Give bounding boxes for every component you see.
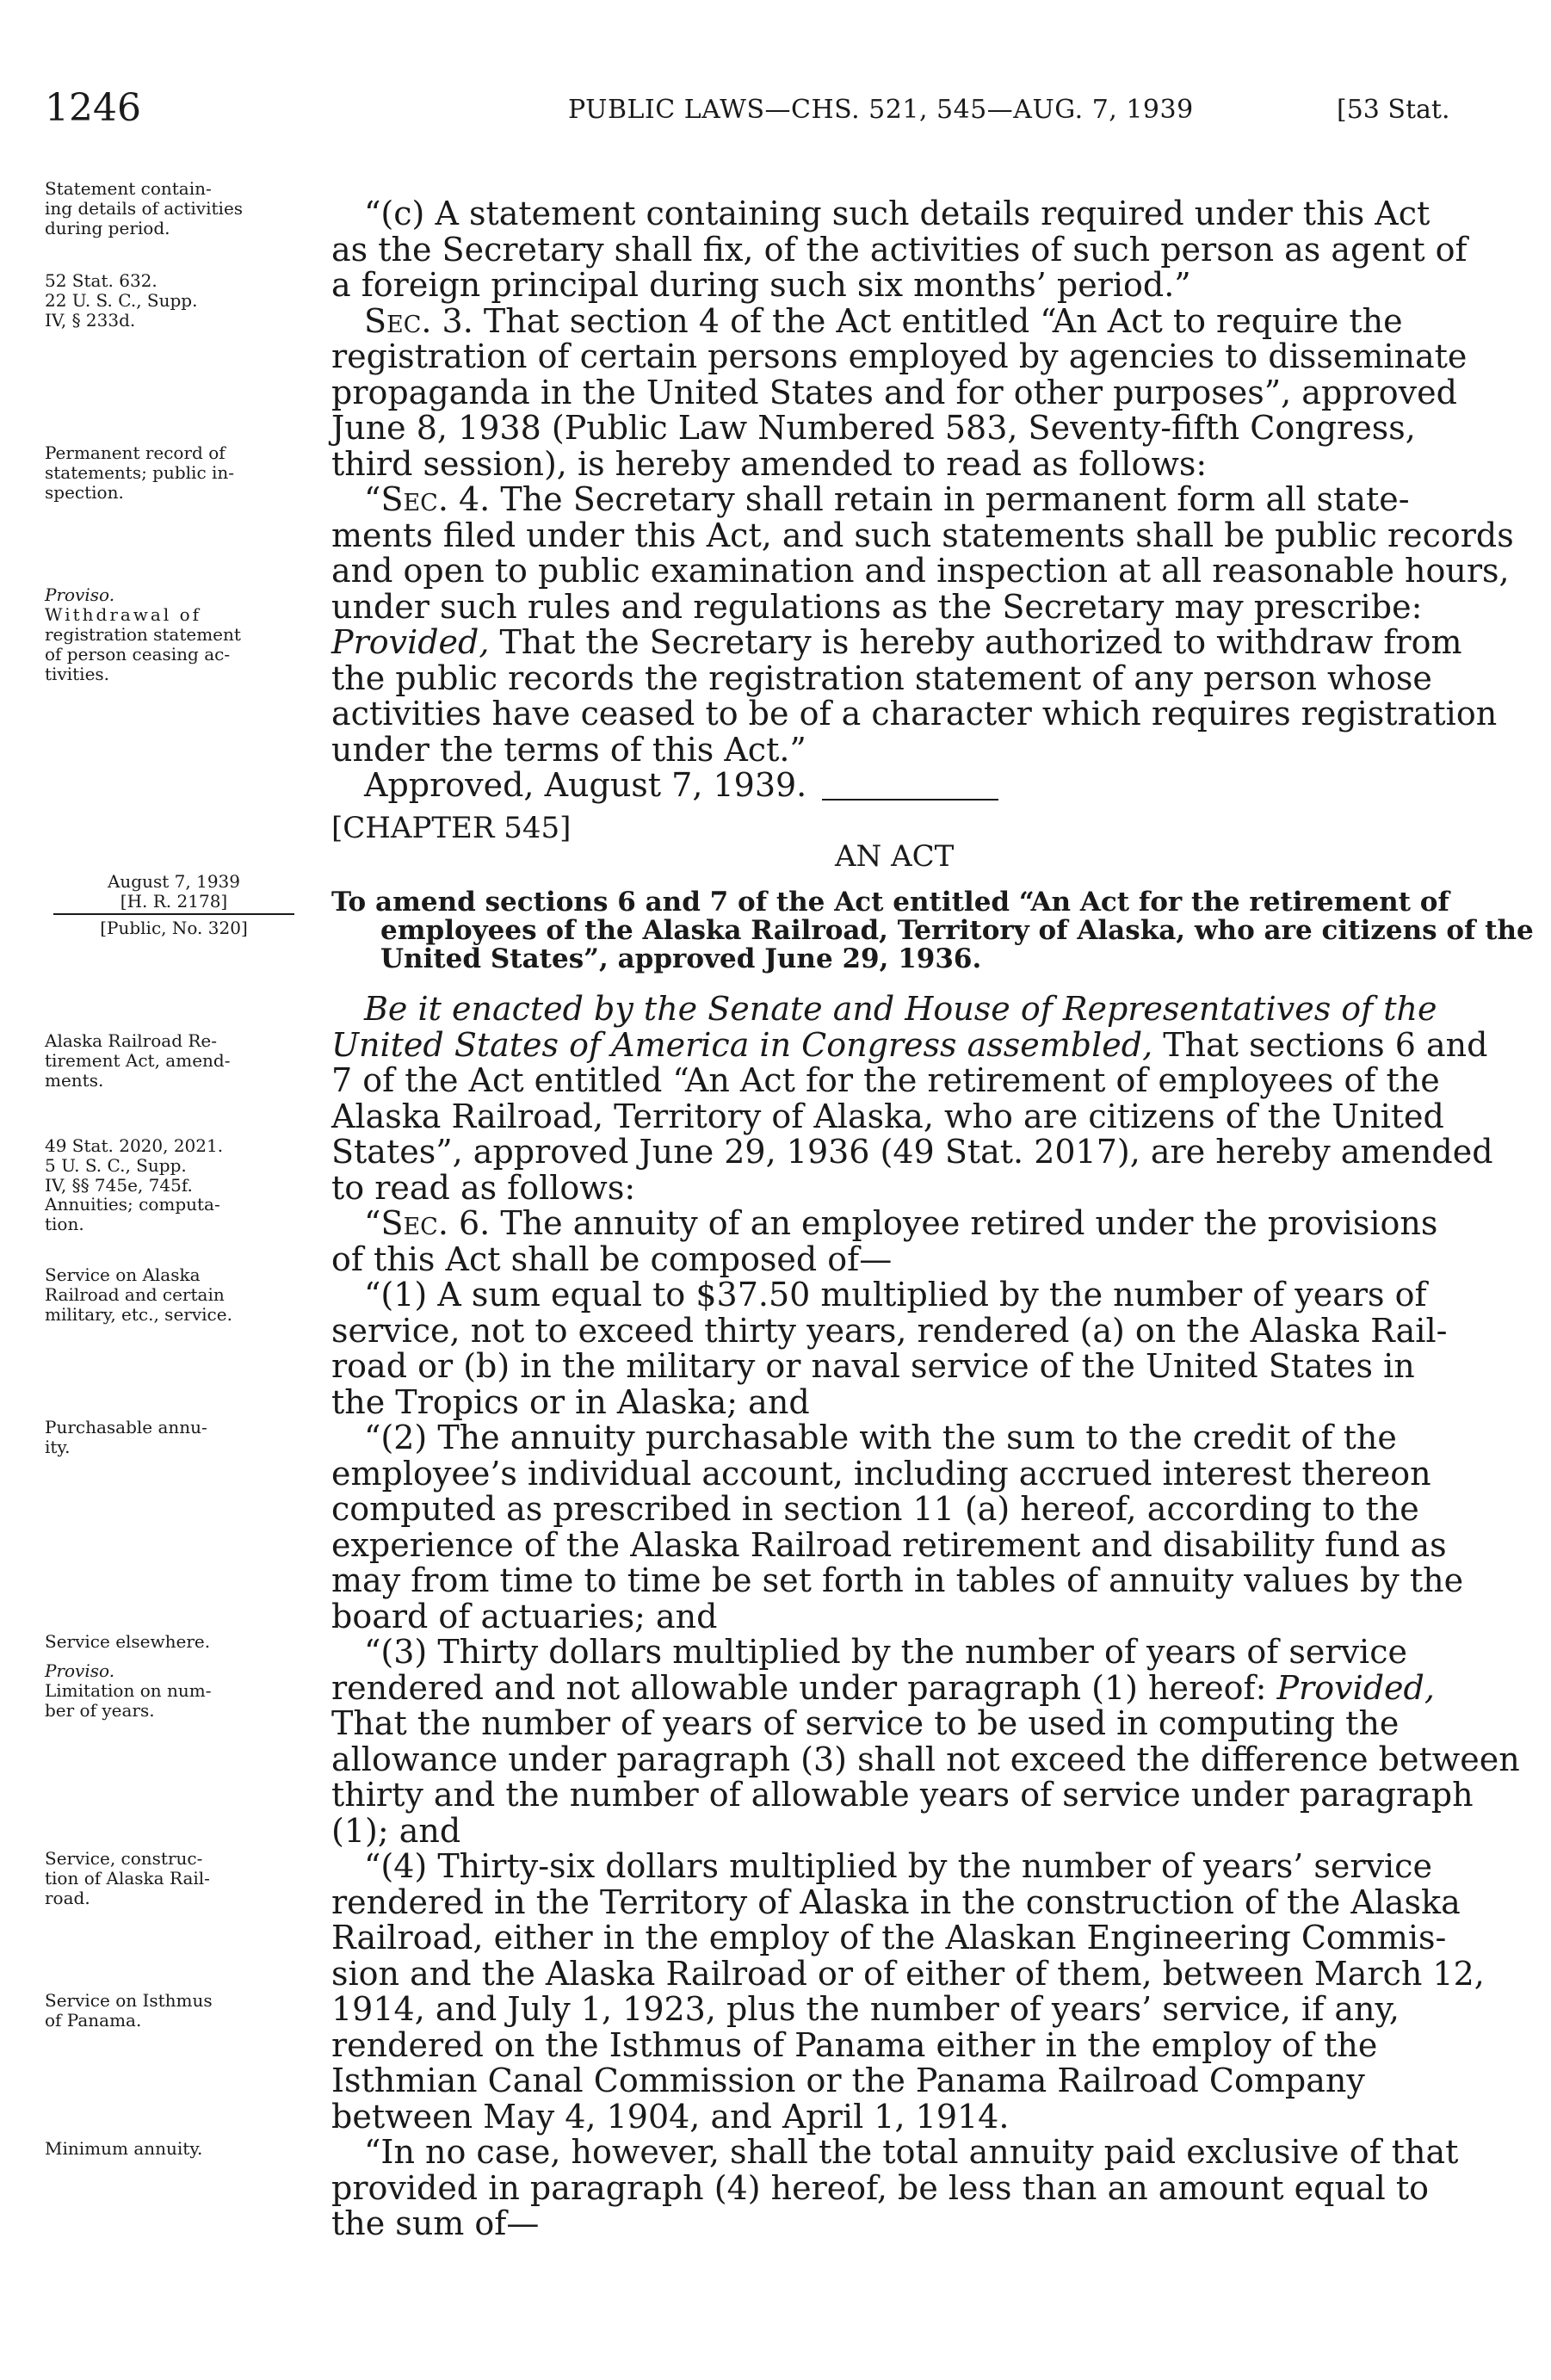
margin-note-limitation: Limitation on num- ber of years. xyxy=(45,1680,212,1721)
page-number: 1246 xyxy=(45,86,141,130)
running-header xyxy=(0,86,1551,138)
margin-note-service-alaska: Service on Alaska Railroad and certain military, etc., service. xyxy=(45,1264,232,1325)
margin-note-service-elsewhere: Service elsewhere. xyxy=(45,1631,211,1652)
margin-note-withdrawal: Withdrawal of registration statement of person ceasing ac- tivities. xyxy=(45,604,241,684)
chapter-heading: [CHAPTER 545] xyxy=(331,811,572,845)
act-long-title: To amend sections 6 and 7 of the Act entitled “An Act for the retirement of employees of the Alaska Railroad, Territory of Alaska, who are citizens of the United States”, approved June 29, 1936. xyxy=(331,887,1534,974)
margin-note-purchasable: Purchasable annu- ity. xyxy=(45,1417,207,1457)
margin-note-proviso-2: Proviso. xyxy=(45,1660,115,1681)
margin-note-enactment-date: August 7, 1939 [H. R. 2178] [Public, No. 320] xyxy=(45,872,303,938)
act-title: AN ACT xyxy=(835,839,955,874)
section-divider xyxy=(822,799,998,801)
paragraph-1: “(1) A sum equal to $37.50 multiplied by the number of years of xyxy=(364,1276,1427,1314)
approved-date: Approved, August 7, 1939. xyxy=(364,766,807,804)
margin-note-proviso: Proviso. xyxy=(45,584,115,605)
paragraph-3: “(3) Thirty dollars multiplied by the number of years of service xyxy=(364,1633,1407,1671)
minimum-annuity-paragraph: “In no case, however, shall the total annuity paid exclusive of that xyxy=(364,2133,1459,2171)
margin-note-annuities: Annuities; computa- tion. xyxy=(45,1194,220,1234)
margin-note-citation-49-stat: 49 Stat. 2020, 2021. 5 U. S. C., Supp. IV, §§ 745e, 745f. xyxy=(45,1135,224,1196)
section-6: “Sec. 6. The annuity of an employee retired under the provisions xyxy=(364,1204,1438,1242)
margin-note-alaska-amendments: Alaska Railroad Re- tirement Act, amend- ments. xyxy=(45,1030,231,1091)
section-3: Sec. 3. That section 4 of the Act entitled “An Act to require the xyxy=(364,301,1403,340)
enacting-clause: Be it enacted by the Senate and House of Representatives of the xyxy=(364,990,1437,1028)
margin-note-permanent-record: Permanent record of statements; public in- spection. xyxy=(45,442,235,503)
chapter-521-text: “(c) A statement containing such details required under this Act as the Secretary shall fix, of the activities of such person as agent of a foreign principal during such six months’ period.” Sec. 3. That section 4 of the Act entitled “An Act to require the registration of certain persons employed by agencies to disseminate propaganda in the United States and for other purposes”, approved June 8, 1938 (Public Law Numbered 583, Seventy-fifth Congress, third session), is hereby amended to read as follows: “Sec. 4. The Secretary shall retain in permanent form all state- ments filed under this Act, and such statements shall be public records and open to public examination and inspection at all reasonable hours, under such rules and regulations as the Secretary may prescribe: Provided, That the Secretary is hereby authorized to withdraw from the public records the registration statement of any person whose activities have ceased to be of a character which requires registration under the terms of this Act.” Approved, August 7, 1939. xyxy=(331,195,1514,804)
running-head: PUBLIC LAWS—CHS. 521, 545—AUG. 7, 1939 xyxy=(568,95,1194,125)
margin-note-minimum: Minimum annuity. xyxy=(45,2138,203,2159)
chapter-545-text: Be it enacted by the Senate and House of Representatives of the United States of America in Congress assembled, That sections 6 and 7 of the Act entitled “An Act for the retirement of employees of the Alaska Railroad, Territory of Alaska, who are citizens of the United States”, approved June 29, 1936 (49 Stat. 2017), are hereby amended to read as follows: “Sec. 6. The annuity of an employee retired under the provisions of this Act shall be composed of— “(1) A sum equal to $37.50 multiplied by the number of years of service, not to exceed thirty years, rendered (a) on the Alaska Rail- road or (b) in the military or naval service of the United States in the Tropics or in Alaska; and “(2) The annuity purchasable with the sum to the credit of the employee’s individual account, including accrued interest thereon computed as prescribed in section 11 (a) hereof, according to the experience of the Alaska Railroad retirement and disability fund as may from time to time be set forth in tables of annuity values by the board of actuaries; and “(3) Thirty dollars multiplied by the number of years of service rendered and not allowable under paragraph (1) hereof: Provided, That the number of years of service to be used in computing the allowance under paragraph (3) shall not exceed the difference between thirty and the number of allowable years of service under paragraph (1); and “(4) Thirty-six dollars multiplied by the number of years’ service rendered in the Territory of Alaska in the construction of the Alaska Railroad, either in the employ of the Alaskan Engineering Commis- sion and the Alaska Railroad or of either of them, between March 12, 1914, and July 1, 1923, plus the number of years’ service, if any, rendered on the Isthmus of Panama either in the employ of the Isthmian Canal Commission or the Panama Railroad Company between May 4, 1904, and April 1, 1914. “In no case, however, shall the total annuity paid exclusive of that provided in paragraph (4) hereof, be less than an amount equal to the sum of— xyxy=(331,990,1520,2242)
paragraph-c: “(c) A statement containing such details required under this Act xyxy=(364,195,1431,232)
statute-volume: [53 Stat. xyxy=(1337,95,1450,125)
paragraph-4: “(4) Thirty-six dollars multiplied by the number of years’ service xyxy=(364,1847,1432,1885)
section-4: “Sec. 4. The Secretary shall retain in permanent form all state- xyxy=(364,480,1410,518)
margin-note-isthmus: Service on Isthmus of Panama. xyxy=(45,1990,213,2031)
margin-note-construction: Service, construc- tion of Alaska Rail- road. xyxy=(45,1848,210,1908)
margin-note-statement: Statement contain- ing details of activities during period. xyxy=(45,178,244,238)
paragraph-2: “(2) The annuity purchasable with the sum to the credit of the xyxy=(364,1419,1397,1456)
margin-note-citation-52-stat: 52 Stat. 632. 22 U. S. C., Supp. IV, § 233d. xyxy=(45,270,198,331)
